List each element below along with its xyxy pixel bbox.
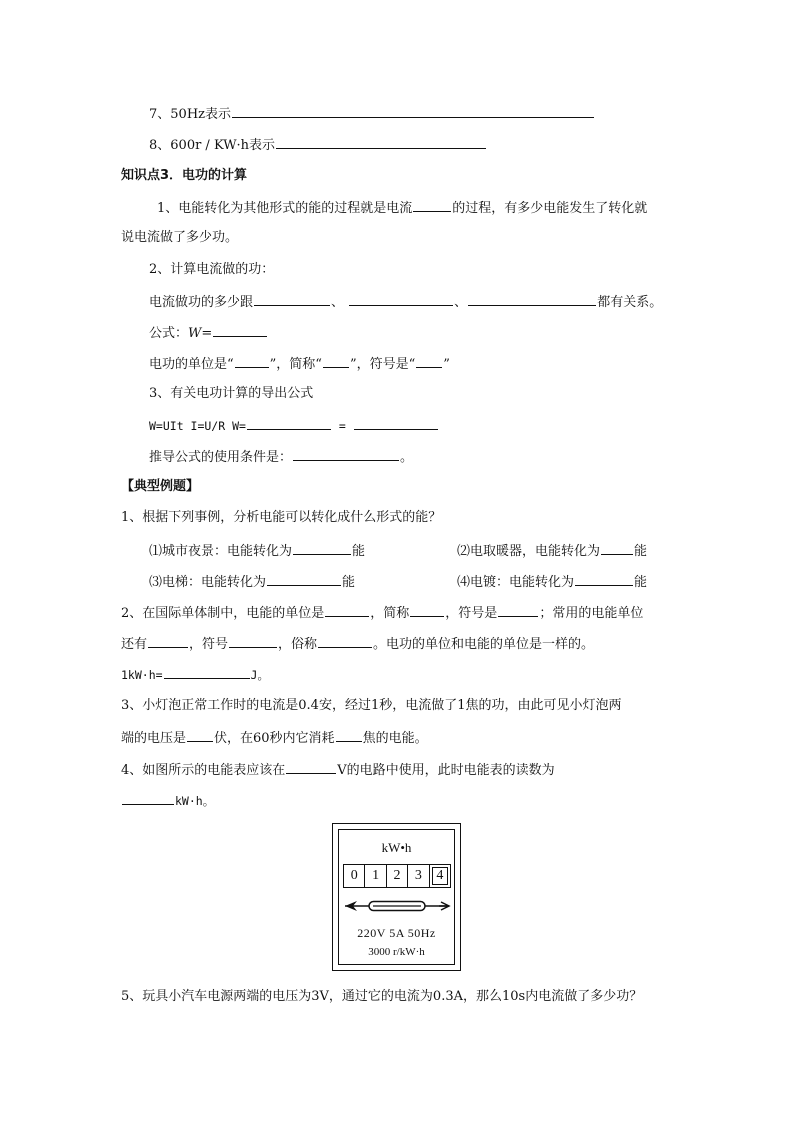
meter-face — [338, 829, 455, 965]
blank-q3-voltage[interactable] — [187, 728, 213, 742]
line-8-text: 8、600r / KW·h表示 — [149, 138, 276, 153]
blank-50hz[interactable] — [232, 104, 594, 118]
q1-item-c — [149, 572, 355, 592]
para-3-sep-1: 、 — [331, 295, 345, 310]
q1d-end: 能 — [634, 575, 648, 590]
unit-line — [149, 354, 450, 374]
electric-meter-figure — [332, 823, 461, 971]
meter-specs: 220V 5A 50Hz — [357, 926, 436, 940]
blank-condition[interactable] — [293, 447, 399, 461]
question-2-conv — [121, 665, 269, 684]
derive-text-a: W=UIt I=U/R W= — [149, 419, 246, 433]
blank-formula[interactable] — [213, 323, 267, 337]
blank-600r[interactable] — [276, 135, 486, 149]
blank-factor-1[interactable] — [254, 292, 330, 306]
q1-item-d — [457, 572, 647, 592]
blank-q4-voltage[interactable] — [286, 760, 336, 774]
q2-text-d: ；常用的电能单位 — [539, 606, 644, 621]
q2-text-b: ，简称 — [370, 606, 410, 621]
para-2: 2、计算电流做的功： — [149, 262, 275, 277]
blank-q2-joules[interactable] — [164, 665, 250, 679]
meter-digit: 0 — [344, 865, 365, 887]
para-1-text-a: 1、电能转化为其他形式的能的过程就是电流 — [157, 201, 413, 216]
blank-factor-3[interactable] — [468, 292, 596, 306]
para-3-text-a: 电流做功的多少跟 — [149, 295, 254, 310]
q2-text-c: ，符号是 — [445, 606, 498, 621]
rotating-disc-icon — [343, 894, 451, 918]
blank-q1d[interactable] — [575, 572, 633, 586]
line-7 — [149, 104, 595, 124]
question-1: 1、根据下列事例，分析电能可以转化成什么形式的能？ — [121, 510, 442, 525]
q1a-end: 能 — [352, 544, 366, 559]
q1d-text: ⑷电镀：电能转化为 — [457, 575, 575, 590]
question-4 — [121, 760, 555, 780]
question-3-cont — [121, 728, 428, 748]
condition-line — [149, 447, 413, 467]
q1-item-a — [149, 541, 365, 561]
blank-q2-common[interactable] — [318, 634, 372, 648]
question-2 — [121, 603, 643, 623]
blank-factor-2[interactable] — [349, 292, 453, 306]
blank-q1b[interactable] — [601, 541, 633, 555]
blank-unit[interactable] — [235, 354, 269, 368]
unit-text-d: ” — [443, 357, 450, 372]
para-1-cont: 说电流做了多少功。 — [121, 230, 239, 245]
section-title-3: 知识点3．电功的计算 — [121, 168, 248, 183]
blank-q2-other[interactable] — [148, 634, 188, 648]
q1b-text: ⑵电取暖器，电能转化为 — [457, 544, 601, 559]
unit-text-c: ”，符号是“ — [349, 357, 416, 372]
blank-q1a[interactable] — [293, 541, 351, 555]
question-2-cont — [121, 634, 594, 654]
derive-line — [149, 416, 439, 435]
blank-q2-symbol[interactable] — [498, 603, 538, 617]
para-3-text-b: 都有关系。 — [597, 295, 663, 310]
para-4: 3、有关电功计算的导出公式 — [149, 386, 314, 401]
blank-derive-2[interactable] — [354, 416, 438, 430]
q4-text-a: 4、如图所示的电能表应该在 — [121, 763, 286, 778]
meter-revolutions: 3000 r/kW·h — [368, 946, 425, 958]
q2-text-f: ，符号 — [189, 637, 229, 652]
blank-q2-other-symbol[interactable] — [229, 634, 277, 648]
line-7-text: 7、50Hz表示 — [149, 107, 231, 122]
formula-line — [149, 323, 268, 343]
blank-derive-1[interactable] — [247, 416, 331, 430]
question-4-cont — [121, 791, 214, 810]
q1c-text: ⑶电梯：电能转化为 — [149, 575, 267, 590]
para-1 — [157, 198, 647, 218]
q1b-end: 能 — [634, 544, 648, 559]
condition-text-b: 。 — [400, 450, 414, 465]
q3-text-d: 焦的电能。 — [362, 731, 428, 746]
para-3-sep-2: 、 — [454, 295, 468, 310]
meter-digit: 1 — [365, 865, 386, 887]
formula-w: W — [188, 326, 202, 341]
meter-digit-decimal: 4 — [430, 865, 450, 887]
unit-text-b: ”，简称“ — [269, 357, 322, 372]
meter-digit: 2 — [387, 865, 408, 887]
q2-text-j: J。 — [250, 668, 269, 682]
blank-q2-abbrev[interactable] — [410, 603, 444, 617]
derive-eq: = — [331, 419, 353, 433]
para-3 — [149, 292, 662, 312]
blank-abbrev[interactable] — [323, 354, 349, 368]
q2-text-i: 1kW·h= — [121, 668, 163, 682]
condition-text-a: 推导公式的使用条件是： — [149, 450, 293, 465]
formula-eq: = — [201, 326, 213, 341]
q1a-text: ⑴城市夜景：电能转化为 — [149, 544, 293, 559]
meter-digit: 3 — [408, 865, 429, 887]
formula-label: 公式： — [149, 326, 189, 341]
blank-q4-reading[interactable] — [122, 791, 174, 805]
q3-text-c: 伏，在60秒内它消耗 — [214, 731, 335, 746]
blank-q2-unit[interactable] — [325, 603, 369, 617]
q2-text-g: ，俗称 — [278, 637, 318, 652]
question-5: 5、玩具小汽车电源两端的电压为3V，通过它的电流为0.3A，那么10s内电流做了多少功？ — [121, 989, 643, 1004]
blank-symbol[interactable] — [416, 354, 442, 368]
q2-text-e: 还有 — [121, 637, 148, 652]
meter-digit-display — [343, 864, 451, 888]
meter-unit-label: kW•h — [381, 840, 412, 855]
blank-q1c[interactable] — [267, 572, 341, 586]
q4-text-c: kW·h。 — [175, 794, 215, 808]
q2-text-h: 。电功的单位和电能的单位是一样的。 — [373, 637, 595, 652]
examples-header: 【典型例题】 — [121, 479, 200, 494]
q1c-end: 能 — [342, 575, 356, 590]
blank-current-work[interactable] — [413, 198, 451, 212]
q4-text-b: V的电路中使用，此时电能表的读数为 — [337, 763, 555, 778]
blank-q3-energy[interactable] — [336, 728, 362, 742]
unit-text-a: 电功的单位是“ — [149, 357, 234, 372]
line-8 — [149, 135, 487, 155]
q1-item-b — [457, 541, 647, 561]
q3-text-b: 端的电压是 — [121, 731, 187, 746]
q2-text-a: 2、在国际单体制中，电能的单位是 — [121, 606, 325, 621]
question-3: 3、小灯泡正常工作时的电流是0.4安，经过1秒，电流做了1焦的功，由此可见小灯泡两 — [121, 698, 622, 713]
para-1-text-b: 的过程，有多少电能发生了转化就 — [452, 201, 648, 216]
